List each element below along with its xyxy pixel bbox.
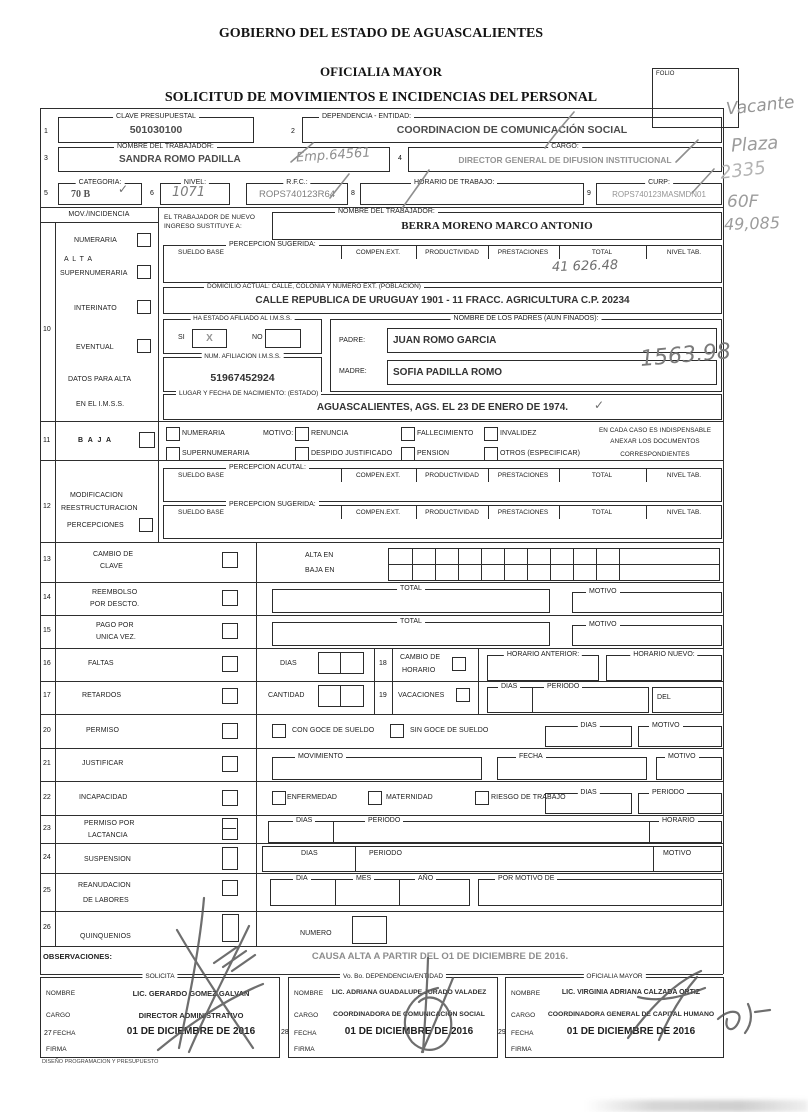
permiso-dias-label: DIAS xyxy=(577,722,599,729)
horario-nuevo-label: HORARIO NUEVO: xyxy=(630,651,697,658)
section-num-25: 25 xyxy=(43,887,51,894)
reanudacion-label1: REANUDACION xyxy=(78,882,131,889)
vacaciones-dias-periodo-box xyxy=(487,683,649,713)
section-num-11: 11 xyxy=(43,437,51,444)
firma-firma-label: FIRMA xyxy=(511,1046,532,1053)
section-num-10: 10 xyxy=(43,326,51,333)
alta-supernumeraria-checkbox xyxy=(137,265,151,279)
col-total: TOTAL xyxy=(591,249,613,256)
modificacion-label: MODIFICACION xyxy=(70,492,123,499)
baja-checkbox xyxy=(139,432,155,448)
horario-nuevo-box xyxy=(606,651,722,681)
firma-nombre-label: NOMBRE xyxy=(294,990,324,997)
lactancia-label2: LACTANCIA xyxy=(88,832,128,839)
reembolso-label2: POR DESCTO. xyxy=(90,601,140,608)
cambio-horario-checkbox xyxy=(452,657,466,671)
pension-checkbox xyxy=(401,447,415,461)
col-total: TOTAL xyxy=(591,472,613,479)
reestructuracion-label: REESTRUCTURACION xyxy=(61,505,138,512)
firma-fecha-label: FECHA xyxy=(511,1030,534,1037)
madre-value: SOFIA PADILLA ROMO xyxy=(393,367,503,378)
baja-nota2: ANEXAR LOS DOCUMENTOS xyxy=(610,438,700,445)
clave-presupuestal-field xyxy=(58,113,254,143)
handwriting-plaza: Plaza xyxy=(730,132,780,157)
reanudacion-label2: DE LABORES xyxy=(83,897,129,904)
firma-solicita-nombre: LIC. GERARDO GOMEZ GALVAN xyxy=(132,989,250,998)
afiliacion-value: 51967452924 xyxy=(210,371,275,384)
baja-supernumeraria-label: SUPERNUMERARIA xyxy=(182,450,250,457)
firma-firma-label: FIRMA xyxy=(294,1046,315,1053)
col-num-19: 19 xyxy=(379,692,387,699)
firma-dependencia-nombre: LIC. ADRIANA GUADALUPE JURADO VALADEZ xyxy=(331,989,487,996)
section-num-23: 23 xyxy=(43,825,51,832)
madre-label: MADRE: xyxy=(339,368,367,375)
clave-presupuestal-label: CLAVE PRESUPUESTAL xyxy=(113,113,199,120)
horario-trabajo-label: HORARIO DE TRABAJO: xyxy=(411,179,497,186)
section-num-12: 12 xyxy=(43,503,51,510)
quinquenios-checkbox xyxy=(222,914,239,942)
firma-oficialia-header: OFICIALIA MAYOR xyxy=(583,973,645,980)
reanudacion-fecha-cells xyxy=(270,875,470,906)
incapacidad-checkbox xyxy=(222,790,238,806)
field-num-9: 9 xyxy=(587,190,591,197)
reembolso-total-label: TOTAL xyxy=(397,585,425,592)
suspension-motivo-label: MOTIVO xyxy=(663,850,692,857)
pago-unica-checkbox xyxy=(222,623,238,639)
categoria-label: CATEGORIA: xyxy=(76,179,125,186)
maternidad-label: MATERNIDAD xyxy=(386,794,433,801)
section-num-13: 13 xyxy=(43,556,51,563)
riesgo-checkbox xyxy=(475,791,489,805)
firma-oficialia-nombre: LIC. VIRGINIA ADRIANA CALZADA ORTIZ xyxy=(561,989,701,996)
col-sueldo-base: SUELDO BASE xyxy=(178,472,224,479)
retardos-checkbox xyxy=(222,688,238,704)
percepcion-actual-label: PERCEPCION ACUTAL: xyxy=(226,464,309,471)
justificar-motivo-box xyxy=(656,753,722,780)
rfc-field xyxy=(246,179,348,205)
firma-fecha-label: FECHA xyxy=(294,1030,317,1037)
percepcion-sugerida-mod-label: PERCEPCION SUGERIDA: xyxy=(226,501,319,508)
riesgo-label: RIESGO DE TRABAJO xyxy=(491,794,566,801)
percepcion-sugerida-alta-group xyxy=(163,241,722,283)
justificar-movimiento-label: MOVIMIENTO xyxy=(295,753,346,760)
reembolso-checkbox xyxy=(222,590,238,606)
afiliado-imss-label: HA ESTADO AFILIADO AL I.M.S.S. xyxy=(190,315,295,322)
baja-nota1: EN CADA CASO ES INDISPENSABLE xyxy=(598,427,712,434)
afiliado-imss-group xyxy=(163,315,322,354)
footer-text: DISEÑO PROGRAMACION Y PRESUPUESTO xyxy=(42,1059,159,1065)
nacimiento-checkmark: ✓ xyxy=(594,398,605,412)
firma-fecha-label: FECHA xyxy=(53,1030,76,1037)
percepciones-label: PERCEPCIONES xyxy=(67,522,124,529)
section-num-15: 15 xyxy=(43,627,51,634)
folio-label: FOLIO xyxy=(656,71,675,77)
reanudacion-ano-label: AÑO xyxy=(415,875,436,882)
field-num-2: 2 xyxy=(291,128,295,135)
vacaciones-del-label: DEL xyxy=(657,694,671,701)
nacimiento-label: LUGAR Y FECHA DE NACIMIENTO: (ESTADO) xyxy=(176,390,321,397)
firma-dependencia-cargo: COORDINADORA DE COMUNICACIÓN SOCIAL xyxy=(333,1011,485,1018)
firma-firma-label: FIRMA xyxy=(46,1046,67,1053)
handwriting-nivel: 1071 xyxy=(172,185,206,200)
dependencia-field xyxy=(302,113,722,143)
percepcion-sugerida-alta-label: PERCEPCION SUGERIDA: xyxy=(226,241,319,248)
fallecimiento-checkbox xyxy=(401,427,415,441)
field-num-3: 3 xyxy=(44,155,48,162)
lactancia-label1: PERMISO POR xyxy=(84,820,135,827)
cambio-horario-label1: CAMBIO DE xyxy=(400,654,441,661)
sin-goce-checkbox xyxy=(390,724,404,738)
datos-para-alta-label: DATOS PARA ALTA xyxy=(68,376,132,383)
col-productividad: PRODUCTIVIDAD xyxy=(425,472,479,479)
invalidez-checkbox xyxy=(484,427,498,441)
maternidad-checkbox xyxy=(368,791,382,805)
categoria-checkmark: ✓ xyxy=(118,182,129,196)
reanudacion-checkbox xyxy=(222,880,238,896)
field-num-4: 4 xyxy=(398,155,402,162)
handwriting-emp: Emp.64561 xyxy=(295,145,372,166)
firma-oficialia-cargo: COORDINADORA GENERAL DE CAPITAL HUMANO xyxy=(547,1011,715,1018)
firma-solicita-fecha: 01 DE DICIEMBRE DE 2016 xyxy=(126,1026,256,1037)
cambio-clave-grid xyxy=(388,548,720,581)
lactancia-periodo-label: PERIODO xyxy=(365,817,403,824)
justificar-checkbox xyxy=(222,756,238,772)
otros-checkbox xyxy=(484,447,498,461)
alta-supernumeraria-label: SUPERNUMERARIA xyxy=(60,270,128,277)
sustituye-line2: INGRESO SUSTITUYE A: xyxy=(164,223,242,230)
reanudacion-motivo-box xyxy=(478,875,722,906)
observaciones-label: OBSERVACIONES: xyxy=(43,952,113,961)
col-nivel-tab: NIVEL TAB. xyxy=(666,472,702,479)
dependencia-value: COORDINACION DE COMUNICACIÓN SOCIAL xyxy=(396,124,628,136)
vacaciones-label: VACACIONES xyxy=(398,692,445,699)
cambio-horario-label2: HORARIO xyxy=(402,667,436,674)
firma-cargo-label: CARGO xyxy=(46,1012,71,1019)
firma-oficialia-block xyxy=(505,973,724,1058)
mov-incidencia-header: MOV./INCIDENCIA xyxy=(68,211,130,218)
en-el-imss-label: EN EL I.M.S.S. xyxy=(76,401,125,408)
despido-label: DESPIDO JUSTIFICADO xyxy=(311,450,393,457)
con-goce-checkbox xyxy=(272,724,286,738)
reembolso-total-box xyxy=(272,585,550,613)
section-num-26: 26 xyxy=(43,924,51,931)
col-compen-ext: COMPEN.EXT. xyxy=(355,249,401,256)
sin-goce-label: SIN GOCE DE SUELDO xyxy=(410,727,489,734)
vacaciones-checkbox xyxy=(456,688,470,702)
col-nivel-tab: NIVEL TAB. xyxy=(666,249,702,256)
section-num-14: 14 xyxy=(43,594,51,601)
firma-cargo-label: CARGO xyxy=(294,1012,319,1019)
firma-oficialia-fecha: 01 DE DICIEMBRE DE 2016 xyxy=(566,1026,696,1037)
percepciones-checkbox xyxy=(139,518,153,532)
nivel-label: NIVEL: xyxy=(181,179,209,186)
permiso-label: PERMISO xyxy=(86,727,119,734)
suspension-dias-label: DIAS xyxy=(301,850,318,857)
col-compen-ext: COMPEN.EXT. xyxy=(355,472,401,479)
curp-field xyxy=(596,179,722,205)
pension-label: PENSION xyxy=(417,450,450,457)
scan-smudge-artifact xyxy=(585,1100,808,1112)
dependencia-label: DEPENDENCIA - ENTIDAD: xyxy=(319,113,414,120)
faltas-checkbox xyxy=(222,656,238,672)
padre-value: JUAN ROMO GARCIA xyxy=(393,335,497,346)
rfc-value: ROPS740123R64 xyxy=(258,188,336,200)
section-num-17: 17 xyxy=(43,692,51,699)
handwriting-monto: 1563.98 xyxy=(639,339,732,372)
pago-motivo-label: MOTIVO xyxy=(586,621,620,628)
vacaciones-dias-label: DIAS xyxy=(498,683,520,690)
section-num-29: 29 xyxy=(498,1029,506,1036)
alta-numeraria-checkbox xyxy=(137,233,151,247)
section-num-24: 24 xyxy=(43,854,51,861)
cambio-clave-checkbox xyxy=(222,552,238,568)
renuncia-checkbox xyxy=(295,427,309,441)
justificar-fecha-label: FECHA xyxy=(516,753,546,760)
incapacidad-dias-box xyxy=(545,789,632,814)
section-num-27: 27 xyxy=(44,1030,52,1037)
firma-dependencia-header: Vo. Bo. DEPENDENCIA/ENTIDAD xyxy=(340,973,446,980)
suspension-periodo-label: PERIODO xyxy=(369,850,402,857)
faltas-dias-label: DIAS xyxy=(280,660,297,667)
suspension-box xyxy=(262,846,722,872)
imss-si-x: X xyxy=(206,333,213,344)
vacaciones-periodo-label: PERIODO xyxy=(544,683,582,690)
justificar-fecha-box xyxy=(497,753,647,780)
cantidad-cells xyxy=(318,685,364,707)
domicilio-field xyxy=(163,283,722,314)
suspension-label: SUSPENSION xyxy=(84,856,131,863)
nacimiento-value: AGUASCALIENTES, AGS. EL 23 DE ENERO DE 1974. xyxy=(316,401,569,413)
handwriting-60f: 60F xyxy=(727,192,759,212)
firma-dependencia-fecha: 01 DE DICIEMBRE DE 2016 xyxy=(344,1026,474,1037)
handwriting-2335: 2335 xyxy=(718,157,767,184)
col-prestaciones: PRESTACIONES xyxy=(497,472,549,479)
baja-numeraria-label: NUMERARIA xyxy=(182,430,225,437)
pago-label2: UNICA VEZ. xyxy=(96,634,136,641)
permiso-motivo-box xyxy=(638,722,722,747)
reanudacion-mes-label: MES xyxy=(353,875,374,882)
nacimiento-field xyxy=(163,390,722,420)
section-num-22: 22 xyxy=(43,794,51,801)
incapacidad-dias-label: DIAS xyxy=(577,789,599,796)
section-num-20: 20 xyxy=(43,727,51,734)
sustituto-nombre-field xyxy=(272,208,722,240)
imss-no-checkbox xyxy=(265,329,301,348)
curp-label: CURP: xyxy=(645,179,673,186)
firma-dependencia-block xyxy=(288,973,498,1058)
incapacidad-label: INCAPACIDAD xyxy=(79,794,128,801)
reembolso-motivo-box xyxy=(572,588,722,613)
horario-anterior-box xyxy=(487,651,599,681)
pago-motivo-box xyxy=(572,621,722,646)
baja-supernumeraria-checkbox xyxy=(166,447,180,461)
col-productividad: PRODUCTIVIDAD xyxy=(425,249,479,256)
col-total: TOTAL xyxy=(591,509,613,516)
vacaciones-del-box xyxy=(652,687,722,713)
cambio-clave-label2: CLAVE xyxy=(100,563,123,570)
quinquenios-label: QUINQUENIOS xyxy=(80,933,131,940)
percepcion-sugerida-mod-group xyxy=(163,501,722,539)
sustituto-nombre-label: NOMBRE DEL TRABAJADOR: xyxy=(335,208,438,215)
handwriting-49085: 49,085 xyxy=(723,213,781,234)
baja-nota3: CORRESPONDIENTES xyxy=(620,451,690,458)
lactancia-checkbox xyxy=(222,818,238,840)
lactancia-box xyxy=(268,817,722,843)
padre-label: PADRE: xyxy=(339,337,366,344)
justificar-label: JUSTIFICAR xyxy=(82,760,124,767)
horario-anterior-label: HORARIO ANTERIOR: xyxy=(504,651,582,658)
col-prestaciones: PRESTACIONES xyxy=(497,249,549,256)
cargo-value: DIRECTOR GENERAL DE DIFUSION INSTITUCIONAL xyxy=(458,154,672,165)
categoria-field xyxy=(58,179,142,205)
imss-si-label: SI xyxy=(178,334,185,341)
col-compen-ext: COMPEN.EXT. xyxy=(355,509,401,516)
cambio-clave-label1: CAMBIO DE xyxy=(93,551,134,558)
reembolso-motivo-label: MOTIVO xyxy=(586,588,620,595)
section-num-16: 16 xyxy=(43,660,51,667)
baja-label: B A J A xyxy=(78,437,113,444)
firma-cargo-label: CARGO xyxy=(511,1012,536,1019)
firma-solicita-header: SOLICITA xyxy=(142,973,177,980)
despido-checkbox xyxy=(295,447,309,461)
eventual-checkbox xyxy=(137,339,151,353)
nombre-trabajador-label: NOMBRE DEL TRABAJADOR: xyxy=(114,143,217,150)
numero-label: NUMERO xyxy=(300,930,332,937)
col-productividad: PRODUCTIVIDAD xyxy=(425,509,479,516)
horario-trabajo-field xyxy=(360,179,584,205)
invalidez-label: INVALIDEZ xyxy=(500,430,537,437)
incapacidad-periodo-box xyxy=(638,789,722,814)
section-num-21: 21 xyxy=(43,760,51,767)
handwriting-total: 41 626.48 xyxy=(551,257,619,276)
alta-en-label: ALTA EN xyxy=(305,552,334,559)
justificar-motivo-label: MOTIVO xyxy=(665,753,699,760)
suspension-checkbox xyxy=(222,847,238,870)
percepcion-actual-group xyxy=(163,464,722,502)
baja-numeraria-checkbox xyxy=(166,427,180,441)
reanudacion-dia-label: DIA xyxy=(293,875,311,882)
afiliacion-label: NUM. AFILIACION I.M.S.S. xyxy=(201,353,284,360)
nombre-trabajador-value: SANDRA ROMO PADILLA xyxy=(119,154,241,165)
handwriting-vacante: Vacante xyxy=(725,92,796,120)
observaciones-text: CAUSA ALTA A PARTIR DEL O1 DE DICIEMBRE DE 2016. xyxy=(311,951,569,962)
baja-motivo-label: MOTIVO: xyxy=(263,430,294,437)
enfermedad-label: ENFERMEDAD xyxy=(287,794,338,801)
rfc-label: R.F.C.: xyxy=(283,179,310,186)
pago-label1: PAGO POR xyxy=(96,622,134,629)
cantidad-label: CANTIDAD xyxy=(268,692,305,699)
faltas-label: FALTAS xyxy=(88,660,114,667)
permiso-motivo-label: MOTIVO xyxy=(649,722,683,729)
interinato-label: INTERINATO xyxy=(74,305,117,312)
retardos-label: RETARDOS xyxy=(82,692,122,699)
faltas-dias-cells xyxy=(318,652,364,674)
categoria-value: 70 B xyxy=(71,188,91,200)
justificar-movimiento-box xyxy=(272,753,482,780)
sustituye-line1: EL TRABAJADOR DE NUEVO xyxy=(164,214,256,221)
enfermedad-checkbox xyxy=(272,791,286,805)
field-num-6: 6 xyxy=(150,190,154,197)
alta-numeraria-label: NUMERARIA xyxy=(74,237,117,244)
field-num-5: 5 xyxy=(44,190,48,197)
firma-solicita-block xyxy=(40,973,280,1058)
domicilio-value: CALLE REPUBLICA DE URUGUAY 1901 - 11 FRACC. AGRICULTURA C.P. 20234 xyxy=(255,295,630,306)
renuncia-label: RENUNCIA xyxy=(311,430,349,437)
lactancia-horario-label: HORARIO xyxy=(659,817,698,824)
domicilio-label: DOMICILIO ACTUAL: CALLE, COLONIA Y NUMERO EXT. (POBLACION) xyxy=(204,283,424,290)
pago-total-box xyxy=(272,618,550,646)
form-title: SOLICITUD DE MOVIMIENTOS E INCIDENCIAS DEL PERSONAL xyxy=(164,90,598,105)
baja-en-label: BAJA EN xyxy=(305,567,335,574)
field-num-1: 1 xyxy=(44,128,48,135)
numero-box xyxy=(352,916,387,944)
pago-total-label: TOTAL xyxy=(397,618,425,625)
curp-value: ROPS740123MASMDN01 xyxy=(612,189,706,199)
firma-solicita-cargo: DIRECTOR ADMINISTRATIVO xyxy=(138,1011,244,1020)
subtitle-oficialia: OFICIALIA MAYOR xyxy=(320,64,442,79)
alta-label: A L T A xyxy=(64,256,94,263)
imss-no-label: NO xyxy=(252,334,263,341)
lactancia-dias-label: DIAS xyxy=(293,817,315,824)
eventual-label: EVENTUAL xyxy=(76,344,114,351)
imss-si-checkbox xyxy=(192,329,227,348)
cargo-label: CARGO: xyxy=(548,143,582,150)
col-prestaciones: PRESTACIONES xyxy=(497,509,549,516)
section-num-28: 28 xyxy=(281,1029,289,1036)
field-num-8: 8 xyxy=(351,190,355,197)
incapacidad-periodo-label: PERIODO xyxy=(649,789,687,796)
otros-label: OTROS (ESPECIFICAR) xyxy=(500,450,581,457)
interinato-checkbox xyxy=(137,300,151,314)
clave-presupuestal-value: 501030100 xyxy=(129,124,183,136)
firma-nombre-label: NOMBRE xyxy=(511,990,541,997)
permiso-dias-box xyxy=(545,722,632,747)
con-goce-label: CON GOCE DE SUELDO xyxy=(292,727,375,734)
afiliacion-field xyxy=(163,353,322,392)
sustituto-nombre-value: BERRA MORENO MARCO ANTONIO xyxy=(401,220,593,232)
padres-label: NOMBRE DE LOS PADRES (AUN FINADOS): xyxy=(451,315,602,322)
firma-nombre-label: NOMBRE xyxy=(46,990,76,997)
col-nivel-tab: NIVEL TAB. xyxy=(666,509,702,516)
col-num-18: 18 xyxy=(379,660,387,667)
col-sueldo-base: SUELDO BASE xyxy=(178,509,224,516)
reembolso-label1: REEMBOLSO xyxy=(92,589,138,596)
cargo-field xyxy=(408,143,722,172)
permiso-checkbox xyxy=(222,723,238,739)
page-title: GOBIERNO DEL ESTADO DE AGUASCALIENTES xyxy=(218,26,544,41)
fallecimiento-label: FALLECIMIENTO xyxy=(417,430,474,437)
reanudacion-motivo-label: POR MOTIVO DE xyxy=(495,875,557,882)
col-sueldo-base: SUELDO BASE xyxy=(178,249,224,256)
